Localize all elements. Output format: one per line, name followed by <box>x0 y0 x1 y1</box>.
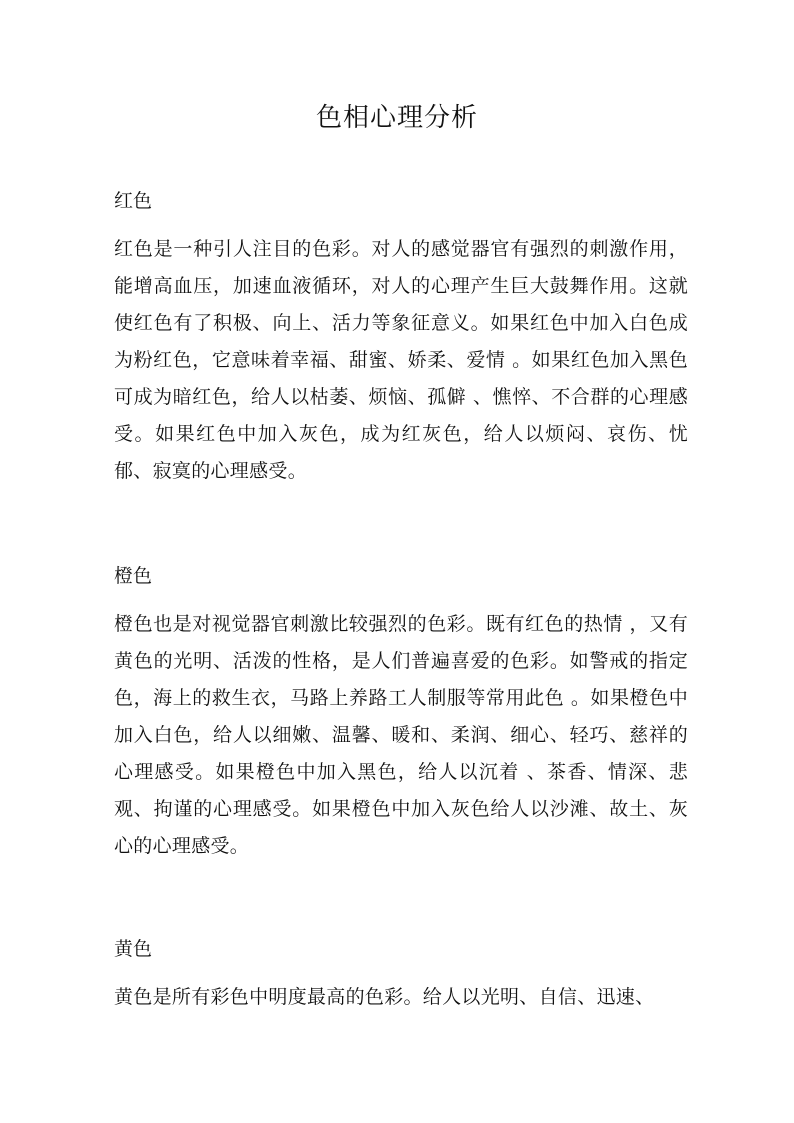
section-paragraph: 红色是一种引人注目的色彩。对人的感觉器官有强烈的刺激作用，能增高血压，加速血液循环，对人的心理产生巨大鼓舞作用。这就使红色有了积极、向上、活力等象征意义。如果红色中加入白色成为粉红色，它意味着幸福、甜蜜、娇柔、爱情 。如果红色加入黑色可成为暗红色，给人以枯萎、烦恼、孤僻 、憔悴、不合群的心理感受。如果红色中加入灰色，成为红灰色，给人以烦闷、哀伤、忧郁、寂寞的心理感受。 <box>114 238 688 482</box>
section-heading: 黄色 <box>114 938 153 960</box>
section-red <box>114 187 688 490</box>
section-paragraph: 橙色也是对视觉器官刺激比较强烈的色彩。既有红色的热情 ，又有黄色的光明、活泼的性格，是人们普遍喜爱的色彩。如警戒的指定色，海上的救生衣，马路上养路工人制服等常用此色 。如果橙色中加入白色，给人以细嫩、温馨、暖和、柔润、细心、轻巧、慈祥的心理感受。如果橙色中加入黑色，给人以沉着 、茶香、情深、悲观、拘谨的心理感受。如果橙色中加入灰色给人以沙滩、故土、灰心的心理感受。 <box>114 613 688 857</box>
section-yellow <box>114 935 688 1016</box>
section-orange <box>114 562 688 865</box>
section-heading: 红色 <box>114 190 153 212</box>
section-heading: 橙色 <box>114 565 153 587</box>
section-paragraph: 黄色是所有彩色中明度最高的色彩。给人以光明、自信、迅速、 <box>114 986 655 1008</box>
page-title: 色相心理分析 <box>315 103 478 133</box>
